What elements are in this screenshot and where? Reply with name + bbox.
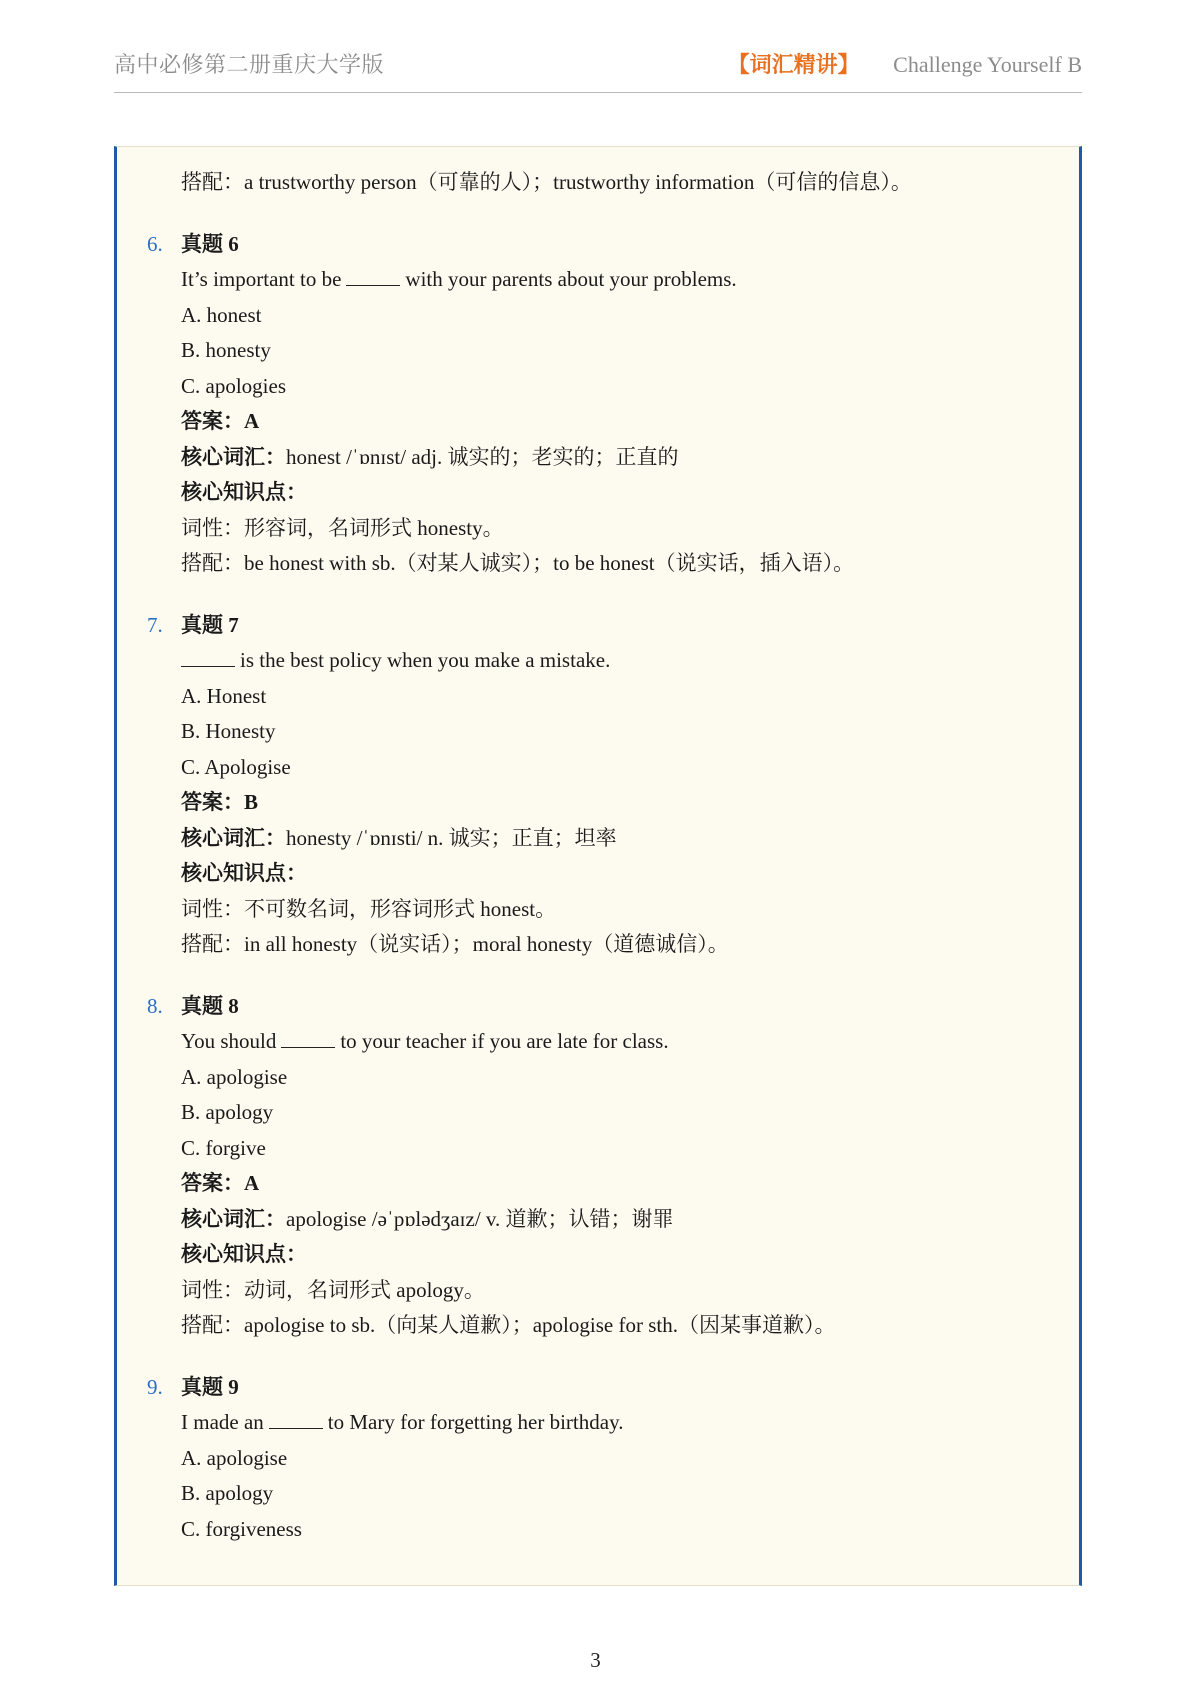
answer-line [147,1166,1049,1202]
knowledge-label: 核心知识点： [181,1242,307,1266]
question-stem [147,643,1049,679]
option-c: C. Apologise [181,754,291,779]
core-vocab-label: 核心词汇： [181,825,286,850]
collocation-line: 搭配：in all honesty（说实话）；moral honesty（道德诚信）。 [181,932,729,956]
content-body [147,165,1049,1547]
question-7 [147,608,1049,963]
question-8 [147,989,1049,1344]
answer-blank [281,1029,335,1048]
header-left-title: 高中必修第二册重庆大学版 [114,52,385,77]
pos-line: 词性：不可数名词，形容词形式 honest。 [181,896,557,921]
core-vocab-label: 核心词汇： [181,1206,286,1231]
option-a: A. honest [181,302,262,327]
option-b: B. apology [181,1100,274,1124]
stem-before: It’s important to be [181,267,342,291]
option-a: A. apologise [181,1445,288,1470]
question-number: 9. [147,1374,163,1399]
question-header [147,1370,1049,1406]
core-vocab-text: honesty /ˈɒnɪsti/ n. 诚实；正直；坦率 [286,825,617,850]
question-title: 真题 6 [181,231,239,256]
question-header [147,608,1049,644]
knowledge-label: 核心知识点： [181,480,307,504]
core-vocab-text: honest /ˈɒnɪst/ adj. 诚实的；老实的；正直的 [286,444,679,469]
question-header [147,227,1049,263]
option-b: B. Honesty [181,719,276,743]
question-header [147,989,1049,1025]
core-vocab-line [147,1202,1049,1238]
answer-line [147,404,1049,440]
answer-label: 答案： [181,409,244,433]
stem-after: to Mary for forgetting her birthday. [327,1410,624,1434]
question-title: 真题 8 [181,993,239,1018]
answer-label: 答案： [181,1171,244,1195]
header-right [728,48,1082,79]
question-stem [147,1024,1049,1060]
option-b: B. apology [181,1481,274,1505]
question-number: 7. [147,612,163,637]
answer-blank [346,267,400,286]
option-a: A. apologise [181,1064,288,1089]
core-vocab-text: apologise /əˈpɒlədʒaɪz/ v. 道歉；认错；谢罪 [286,1206,674,1231]
answer-line [147,785,1049,821]
answer-label: 答案： [181,790,244,814]
page-number: 3 [590,1648,601,1672]
core-vocab-line [147,440,1049,476]
stem-before: I made an [181,1410,264,1434]
option-a: A. Honest [181,683,267,708]
answer-value: A [244,409,260,433]
pos-line: 词性：动词，名词形式 apology。 [181,1277,485,1302]
answer-value: B [244,790,259,814]
stem-before: You should [181,1029,277,1053]
option-c: C. apologies [181,373,286,398]
option-c: C. forgiveness [181,1516,302,1541]
question-number: 8. [147,993,163,1018]
question-title: 真题 7 [181,612,239,637]
content-panel [114,146,1082,1586]
question-number: 6. [147,231,163,256]
question-stem [147,262,1049,298]
answer-value: A [244,1171,260,1195]
question-6 [147,227,1049,582]
stem-after: is the best policy when you make a mistake. [240,648,611,672]
option-b: B. honesty [181,338,271,362]
page-header [114,44,1082,93]
collocation-line: 搭配：be honest with sb.（对某人诚实）；to be honest（说实话，插入语）。 [181,551,855,575]
core-vocab-label: 核心词汇： [181,444,286,469]
question-title: 真题 9 [181,1374,239,1399]
question-stem [147,1405,1049,1441]
book-title: Challenge Yourself B [893,52,1082,77]
stem-after: with your parents about your problems. [405,267,737,291]
stem-after: to your teacher if you are late for class. [340,1029,669,1053]
pos-line: 词性：形容词，名词形式 honesty。 [181,515,504,540]
question-9 [147,1370,1049,1548]
answer-blank [181,648,235,667]
section-tag: 【词汇精讲】 [727,52,860,77]
intro-collocation-line: 搭配：a trustworthy person（可靠的人）；trustworthy information（可信的信息）。 [181,170,912,194]
collocation-line: 搭配：apologise to sb.（向某人道歉）；apologise for sth.（因某事道歉）。 [181,1313,836,1337]
option-c: C. forgive [181,1135,266,1160]
knowledge-label: 核心知识点： [181,861,307,885]
answer-blank [269,1410,323,1429]
core-vocab-line [147,821,1049,857]
